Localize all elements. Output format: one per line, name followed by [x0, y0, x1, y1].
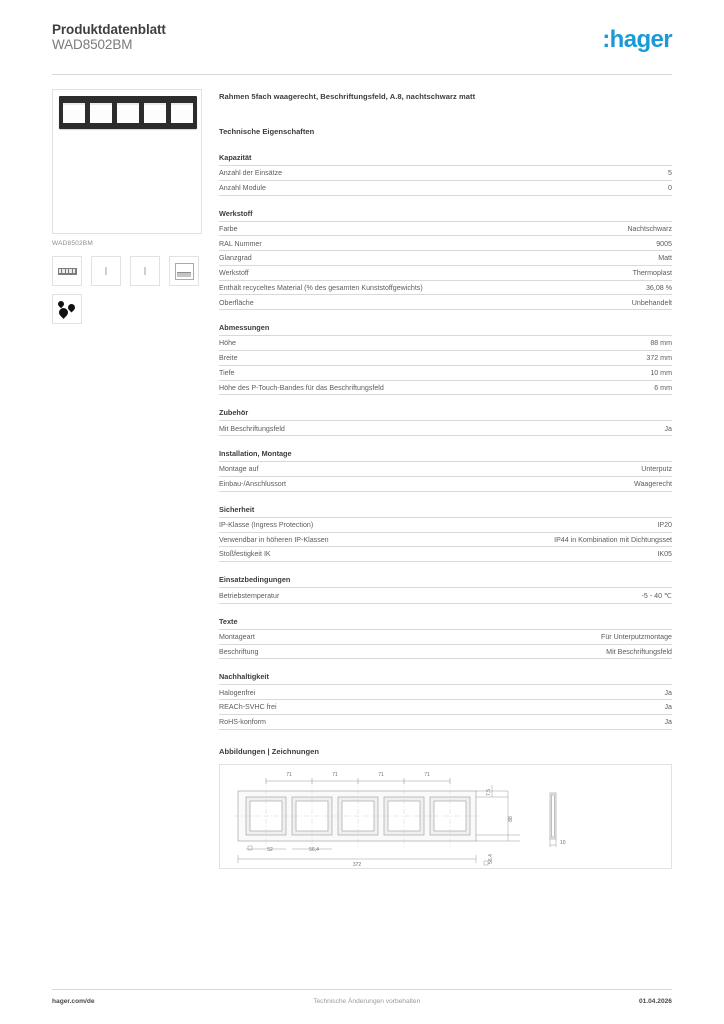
spec-row [219, 266, 672, 281]
product-image [52, 89, 202, 234]
spec-value: IK05 [657, 550, 672, 559]
spec-key: Anzahl Module [219, 183, 266, 192]
dim-pitch-3: 71 [378, 771, 384, 778]
spec-key: Farbe [219, 224, 238, 233]
spec-group-list [219, 153, 672, 730]
labelling-field-icon [169, 256, 199, 286]
spec-key: Enthält recyceltes Material (% des gesamten Kunststoffgewichts) [219, 283, 423, 292]
spec-key: RoHS-konform [219, 718, 266, 727]
spec-row [219, 336, 672, 351]
spec-row [219, 381, 672, 396]
spec-group-title: Werkstoff [219, 209, 672, 222]
page-title: Produktdatenblatt [52, 22, 166, 37]
frame-cell [63, 103, 85, 123]
footer-date: 01.04.2026 [638, 998, 672, 1005]
page-header [52, 22, 672, 70]
spec-value: Thermoplast [632, 269, 672, 278]
spec-value: IP20 [657, 520, 672, 529]
dim-top-offset: 7,5 [486, 788, 492, 796]
spec-group-title: Texte [219, 617, 672, 630]
product-protection-icons [52, 294, 204, 324]
spec-group-title: Sicherheit [219, 505, 672, 518]
spec-group [219, 575, 672, 604]
spec-value: 0 [668, 183, 672, 192]
spec-value: 5 [668, 169, 672, 178]
dim-height: 88 [508, 815, 514, 822]
spec-value: Mit Beschriftungsfeld [606, 647, 672, 656]
spec-row [219, 281, 672, 296]
spec-key: Beschriftung [219, 647, 259, 656]
spec-key: Glanzgrad [219, 254, 252, 263]
spec-row [219, 588, 672, 604]
hager-logo: :hager [602, 26, 672, 53]
spec-key: Stoßfestigkeit IK [219, 550, 271, 559]
spec-value: Waagerecht [634, 480, 672, 489]
spec-group [219, 449, 672, 492]
spec-value: Ja [664, 703, 672, 712]
spec-value: Ja [664, 718, 672, 727]
frame-5gang-icon [52, 256, 82, 286]
dim-depth: 10 [560, 839, 566, 846]
spec-row [219, 630, 672, 645]
spec-row [219, 715, 672, 730]
technical-drawing [219, 764, 672, 869]
spec-key: Montageart [219, 633, 255, 642]
spec-row [219, 685, 672, 700]
footer-disclaimer: Technische Änderungen vorbehalten [313, 998, 421, 1005]
product-feature-icons [52, 256, 204, 286]
spec-row [219, 181, 672, 196]
spec-group [219, 617, 672, 660]
spec-value: Unbehandelt [631, 298, 672, 307]
footer-website[interactable]: hager.com/de [52, 998, 95, 1005]
spec-row [219, 351, 672, 366]
product-image-caption: WAD8502BM [52, 240, 93, 247]
spec-value: Matt [658, 254, 672, 263]
spec-value: Ja [664, 688, 672, 697]
header-divider [52, 74, 672, 75]
spec-group-title: Abmessungen [219, 323, 672, 336]
spec-group-title: Nachhaltigkeit [219, 672, 672, 685]
spec-key: Anzahl der Einsätze [219, 169, 283, 178]
spec-key: IP-Klasse (Ingress Protection) [219, 520, 314, 529]
page-footer [52, 998, 672, 1005]
spec-row [219, 366, 672, 381]
spec-key: Montage auf [219, 465, 259, 474]
water-drops-icon [52, 294, 82, 324]
frame-cell [117, 103, 139, 123]
dim-cutout-height: 56,4 [488, 853, 494, 864]
spec-value: Ja [664, 424, 672, 433]
dim-pitch-4: 71 [424, 771, 430, 778]
dim-pitch-1: 71 [286, 771, 292, 778]
spec-group-title: Kapazität [219, 153, 672, 166]
spec-row [219, 222, 672, 237]
spec-row [219, 533, 672, 548]
vertical-bar-icon [91, 256, 121, 286]
spec-key: Höhe des P-Touch-Bandes für das Beschriftungsfeld [219, 383, 384, 392]
spec-group [219, 209, 672, 311]
spec-key: Mit Beschriftungsfeld [219, 424, 285, 433]
specifications-column [219, 92, 672, 869]
technical-properties-heading: Technische Eigenschaften [219, 127, 315, 136]
spec-row [219, 236, 672, 251]
product-code-subtitle: WAD8502BM [52, 37, 133, 52]
spec-group [219, 672, 672, 729]
dim-cutout-spacing: 56,4 [309, 846, 319, 853]
spec-key: Höhe [219, 339, 236, 348]
product-media-column [52, 89, 204, 324]
spec-key: Tiefe [219, 369, 235, 377]
footer-divider [52, 989, 672, 990]
spec-row [219, 295, 672, 310]
technical-drawing-svg [220, 765, 671, 868]
spec-value: 10 mm [650, 369, 672, 377]
dim-pitch-2: 71 [332, 771, 338, 778]
spec-group-title: Installation, Montage [219, 449, 672, 462]
spec-row [219, 477, 672, 492]
spec-key: Verwendbar in höheren IP-Klassen [219, 535, 329, 544]
spec-key: Betriebstemperatur [219, 592, 280, 601]
spec-group [219, 505, 672, 562]
spec-group-title: Einsatzbedingungen [219, 575, 672, 588]
frame-cell [90, 103, 112, 123]
spec-value: 372 mm [646, 354, 672, 363]
spec-value: 6 mm [654, 383, 672, 392]
spec-key: RAL Nummer [219, 239, 262, 248]
spec-group [219, 153, 672, 196]
frame-5gang-illustration [59, 96, 197, 129]
spec-value: Unterputz [641, 465, 672, 474]
frame-cell [171, 103, 193, 123]
spec-value: IP44 in Kombination mit Dichtungsset [554, 535, 672, 544]
spec-key: Breite [219, 354, 238, 363]
vertical-bar-icon-2 [130, 256, 160, 286]
spec-value: 88 mm [650, 339, 672, 348]
spec-value: 36,08 % [645, 283, 672, 292]
spec-value: Nachtschwarz [627, 224, 672, 233]
dim-cutout-width: 52 [267, 846, 273, 853]
spec-key: REACh-SVHC frei [219, 703, 277, 712]
spec-row [219, 700, 672, 715]
spec-key: Einbau-/Anschlussort [219, 480, 287, 489]
spec-group [219, 408, 672, 436]
spec-row [219, 547, 672, 562]
spec-group-title: Zubehör [219, 408, 672, 421]
spec-value: 9005 [656, 239, 672, 248]
spec-key: Halogenfrei [219, 688, 256, 697]
spec-key: Oberfläche [219, 298, 254, 307]
spec-row [219, 462, 672, 477]
frame-cell [144, 103, 166, 123]
drawings-heading: Abbildungen | Zeichnungen [219, 746, 319, 756]
spec-row [219, 251, 672, 266]
spec-row [219, 518, 672, 533]
spec-group [219, 323, 672, 395]
product-description: Rahmen 5fach waagerecht, Beschriftungsfeld, A.8, nachtschwarz matt [219, 92, 476, 101]
spec-key: Werkstoff [219, 269, 249, 278]
dim-total-width: 372 [352, 861, 362, 868]
spec-row [219, 421, 672, 436]
spec-value: -5 - 40 ℃ [641, 592, 672, 601]
spec-row [219, 645, 672, 660]
spec-row [219, 166, 672, 181]
spec-value: Für Unterputzmontage [601, 633, 672, 642]
